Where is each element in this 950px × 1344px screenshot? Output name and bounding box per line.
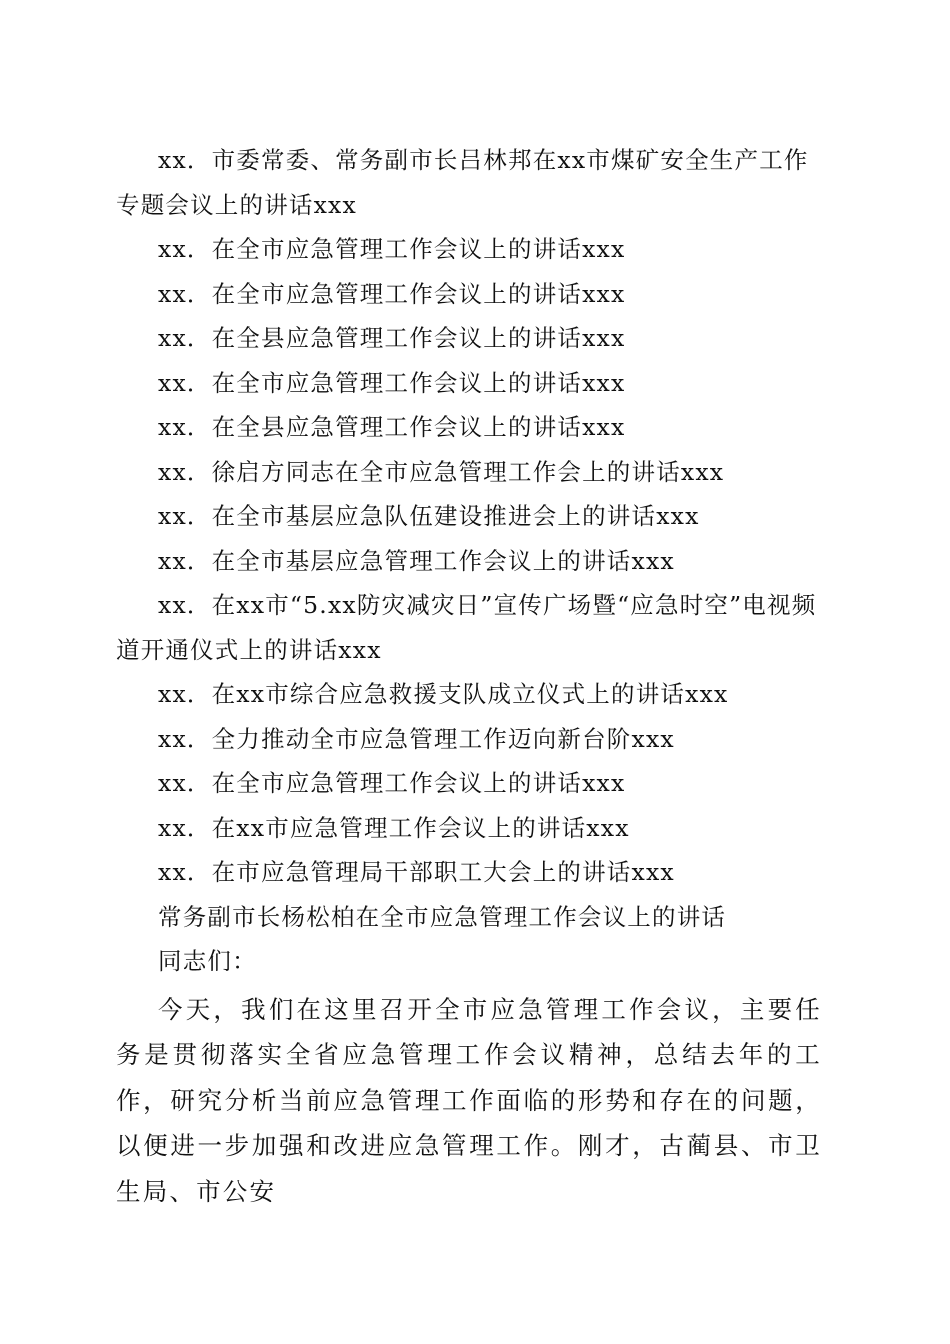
toc-entry: xx．在全市应急管理工作会议上的讲话xxx <box>158 279 626 308</box>
table-of-contents <box>0 138 950 895</box>
toc-entry: xx．在全市应急管理工作会议上的讲话xxx <box>158 235 626 263</box>
toc-entry: xx．徐启方同志在全市应急管理工作会上的讲话xxx <box>158 457 725 486</box>
toc-entry: xx．在市应急管理局干部职工大会上的讲话xxx <box>158 858 675 886</box>
salutation: 同志们： <box>158 947 257 975</box>
speech-title: 常务副市长杨松柏在全市应急管理工作会议上的讲话 <box>158 902 727 931</box>
toc-entry: xx．在xx市应急管理工作会议上的讲话xxx <box>158 813 630 842</box>
toc-entry: xx．在全县应急管理工作会议上的讲话xxx <box>158 413 626 441</box>
toc-entry: xx．全力推动全市应急管理工作迈向新台阶xxx <box>158 724 675 753</box>
toc-entry: xx．在xx市“5.xx防灾减灾日”宣传广场暨“应急时空”电视频道开通仪式上的讲话xxx <box>116 591 817 664</box>
toc-entry: xx．在全市基层应急队伍建设推进会上的讲话xxx <box>158 502 700 530</box>
toc-entry: xx．市委常委、常务副市长吕林邦在xx市煤矿安全生产工作专题会议上的讲话xxx <box>116 146 809 219</box>
toc-entry: xx．在全县应急管理工作会议上的讲话xxx <box>158 324 626 352</box>
body-paragraph: 今天，我们在这里召开全市应急管理工作会议，主要任务是贯彻落实全省应急管理工作会议精神，总结去年的工作，研究分析当前应急管理工作面临的形势和存在的问题，以便进一步加强和改进应急管理工作。刚才，古蔺县、市卫生局、市公安 <box>116 994 822 1206</box>
toc-entry: xx．在全市基层应急管理工作会议上的讲话xxx <box>158 546 675 575</box>
toc-entry: xx．在全市应急管理工作会议上的讲话xxx <box>158 368 626 397</box>
toc-entry: xx．在全市应急管理工作会议上的讲话xxx <box>158 769 626 797</box>
toc-entry: xx．在xx市综合应急救援支队成立仪式上的讲话xxx <box>158 680 729 708</box>
